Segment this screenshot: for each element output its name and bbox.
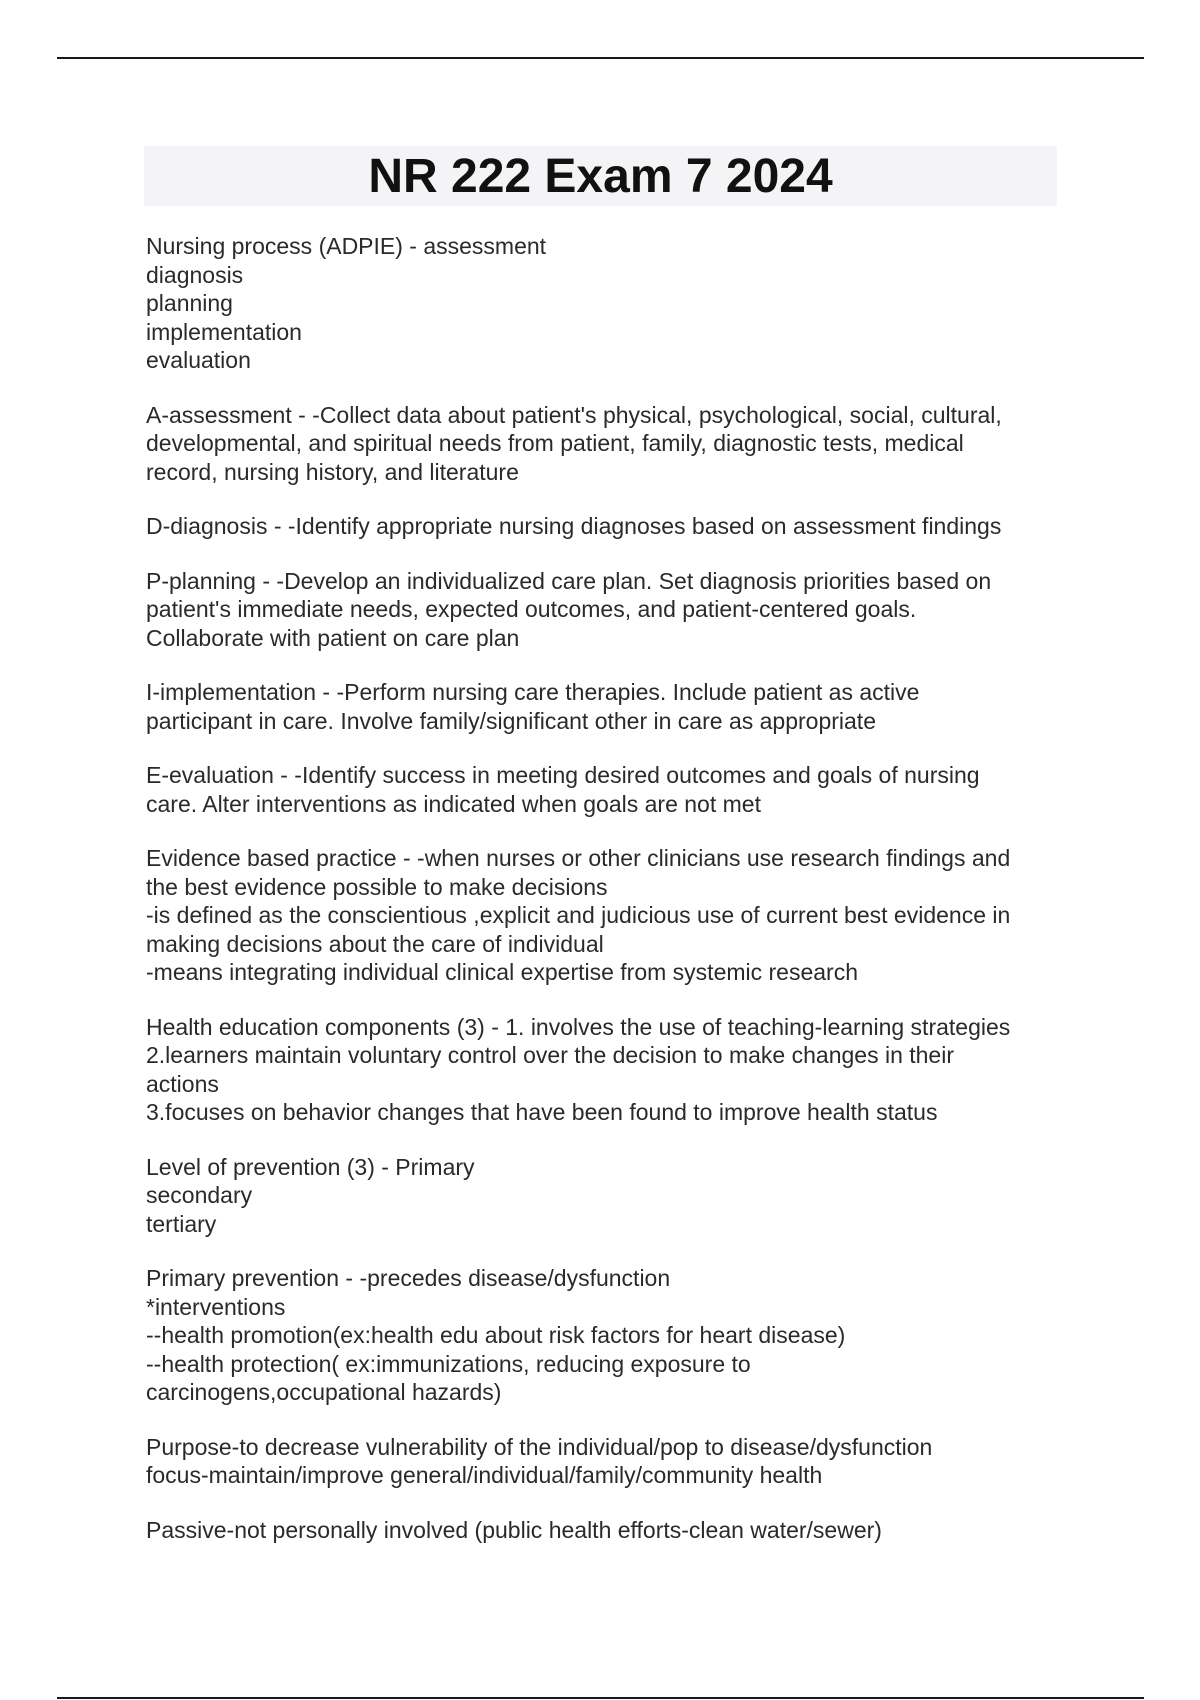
entry-line: the best evidence possible to make decisions: [146, 873, 608, 900]
entry-line: evaluation: [146, 347, 251, 373]
entry-line: making decisions about the care of individual: [146, 930, 604, 957]
entry-line: actions: [146, 1070, 219, 1097]
flashcard-entry: [146, 1153, 1066, 1239]
entry-line: E-evaluation - -Identify success in meeting desired outcomes and goals of nursing: [146, 762, 980, 788]
entry-line: Health education components (3) - 1. involves the use of teaching-learning strategies: [146, 1013, 1011, 1040]
entry-line: planning: [146, 290, 233, 316]
title-banner: [144, 146, 1057, 206]
entry-line: 2.learners maintain voluntary control over the decision to make changes in their: [146, 1042, 954, 1068]
entry-line: focus-maintain/improve general/individual/family/community health: [146, 1462, 823, 1488]
entry-line: carcinogens,occupational hazards): [146, 1379, 502, 1405]
entry-line: care. Alter interventions as indicated when goals are not met: [146, 790, 761, 817]
flashcard-entry: [146, 232, 1066, 375]
flashcard-entry: [146, 512, 1066, 541]
flashcard-entry: [146, 1264, 1066, 1407]
entry-line: P-planning - -Develop an individualized care plan. Set diagnosis priorities based on: [146, 567, 992, 594]
entry-line: secondary: [146, 1182, 253, 1208]
entry-line: -means integrating individual clinical expertise from systemic research: [146, 959, 859, 985]
entry-line: Collaborate with patient on care plan: [146, 624, 520, 651]
page-title: NR 222 Exam 7 2024: [368, 149, 833, 203]
entry-line: D-diagnosis - -Identify appropriate nursing diagnoses based on assessment findings: [146, 513, 1002, 539]
entry-line: implementation: [146, 318, 302, 345]
entry-line: developmental, and spiritual needs from patient, family, diagnostic tests, medical: [146, 430, 964, 456]
entry-line: Primary prevention - -precedes disease/dysfunction: [146, 1265, 671, 1291]
flashcard-entry: [146, 761, 1066, 818]
entry-line: --health protection( ex:immunizations, reducing exposure to: [146, 1350, 751, 1377]
flashcard-entry: [146, 1433, 1066, 1490]
top-rule: [57, 57, 1144, 59]
entry-line: 3.focuses on behavior changes that have been found to improve health status: [146, 1099, 938, 1125]
flashcard-entry: [146, 1013, 1066, 1127]
entry-line: Passive-not personally involved (public health efforts-clean water/sewer): [146, 1516, 882, 1543]
flashcard-entry: [146, 1516, 1066, 1545]
entry-line: record, nursing history, and literature: [146, 458, 519, 485]
flashcard-entry: [146, 567, 1066, 653]
entry-line: *interventions: [146, 1293, 286, 1320]
entry-line: diagnosis: [146, 261, 244, 288]
entry-line: I-implementation - -Perform nursing care therapies. Include patient as active: [146, 679, 920, 705]
bottom-rule: [57, 1697, 1144, 1699]
entry-line: A-assessment - -Collect data about patient's physical, psychological, social, cultural,: [146, 401, 1002, 428]
flashcard-entry: [146, 401, 1066, 487]
entry-line: Evidence based practice - -when nurses or other clinicians use research findings and: [146, 845, 1011, 871]
entry-line: participant in care. Involve family/significant other in care as appropriate: [146, 707, 876, 734]
entry-line: -is defined as the conscientious ,explicit and judicious use of current best evidence in: [146, 902, 1011, 928]
entry-line: Purpose-to decrease vulnerability of the individual/pop to disease/dysfunction: [146, 1433, 933, 1460]
entry-line: Level of prevention (3) - Primary: [146, 1153, 475, 1180]
document-body: [146, 232, 1066, 1570]
entry-line: tertiary: [146, 1210, 217, 1237]
flashcard-entry: [146, 678, 1066, 735]
entry-line: patient's immediate needs, expected outcomes, and patient-centered goals.: [146, 596, 917, 622]
flashcard-entry: [146, 844, 1066, 987]
entry-line: Nursing process (ADPIE) - assessment: [146, 233, 547, 259]
entry-line: --health promotion(ex:health edu about risk factors for heart disease): [146, 1322, 846, 1348]
